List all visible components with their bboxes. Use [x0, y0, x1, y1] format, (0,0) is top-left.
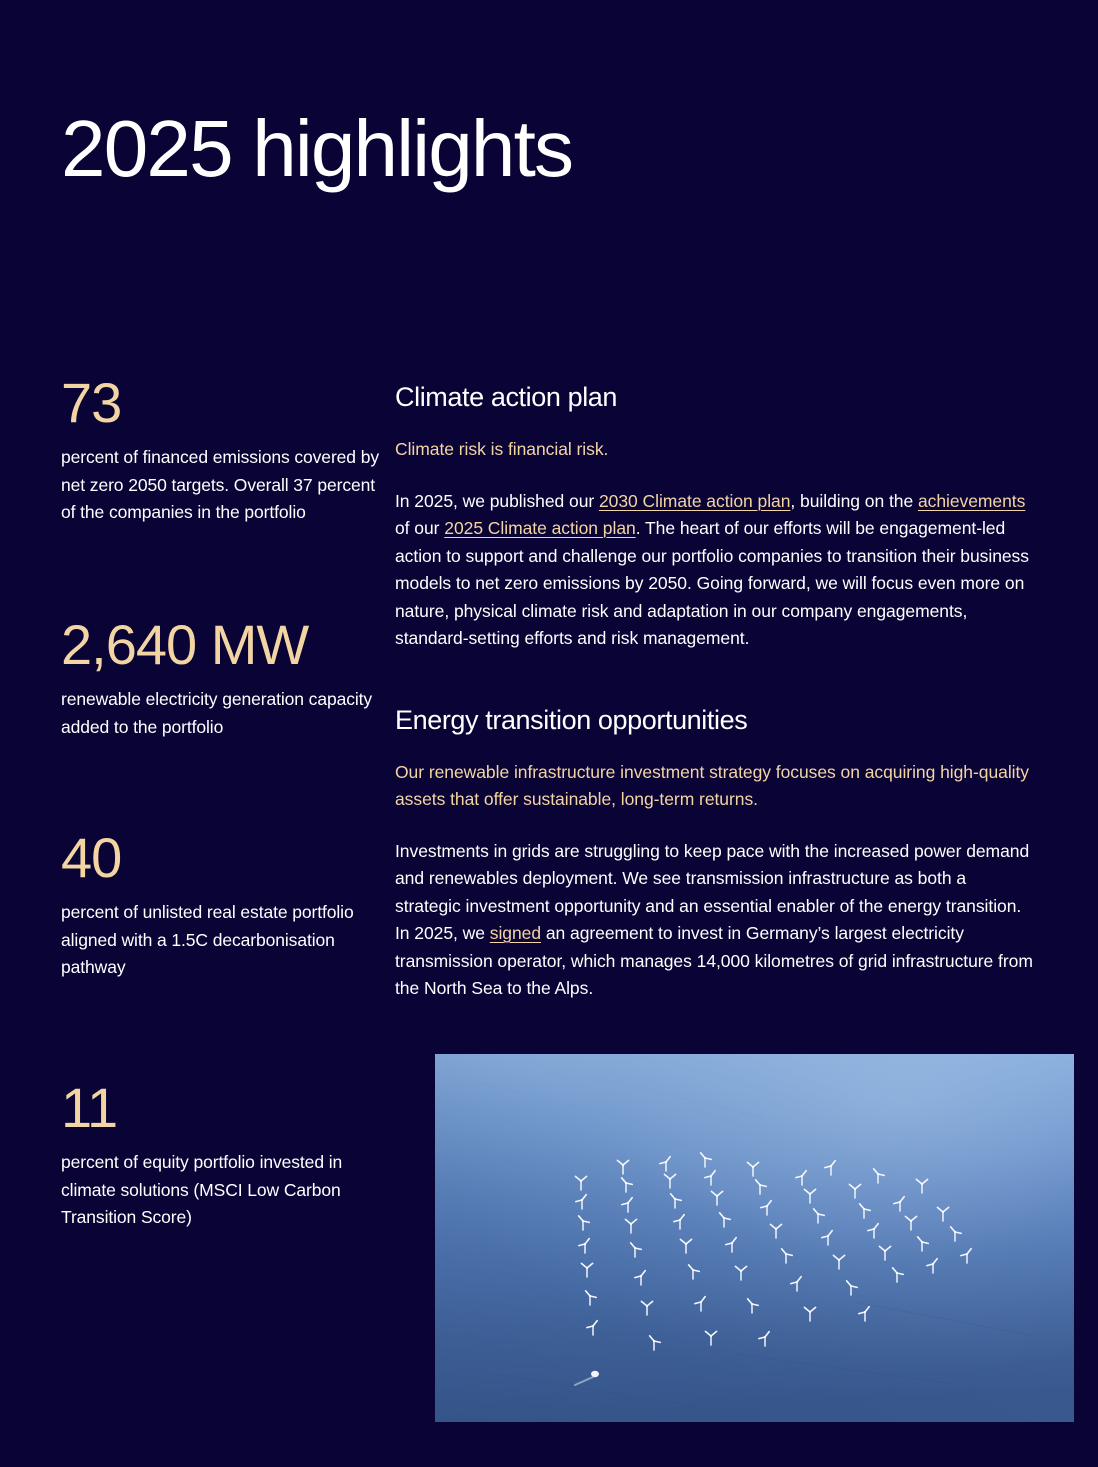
link-signed[interactable]: signed: [489, 923, 542, 943]
section-body-energy-transition-opportunities: [395, 838, 1033, 1003]
stat-card: [61, 827, 381, 982]
stat-number: 2,640 MW: [61, 613, 309, 676]
link-2030-climate-action-plan[interactable]: 2030 Climate action plan: [598, 490, 791, 511]
body-text-segment: . The heart of our efforts will be engagement-led action to support and challenge our portfolio companies to transition their business models to net zero emissions by 2050. Going forward, we will focus even more on nature, physical climate risk and adaptation in our company engagements, standard-setting efforts and risk management.: [395, 518, 1029, 648]
stat-number: 73: [61, 371, 122, 434]
link-2025-climate-action-plan[interactable]: 2025 Climate action plan: [444, 518, 636, 538]
offshore-wind-farm-photo: [435, 1054, 1074, 1422]
stat-description: percent of unlisted real estate portfolio aligned with a 1.5C decarbonisation pathway: [61, 902, 354, 977]
page-title: 2025 highlights: [61, 103, 573, 193]
body-text-segment: , building on the: [790, 490, 918, 511]
stat-description: percent of equity portfolio invested in climate solutions (MSCI Low Carbon Transition Score): [61, 1152, 343, 1227]
body-text-segment: an agreement to invest in Germany’s largest electricity transmission operator, which manages 14,000 kilometres of grid infrastructure from the North Sea to the Alps.: [395, 923, 1033, 998]
stat-card: [61, 1077, 391, 1232]
stat-card: [61, 372, 381, 527]
stat-card: [61, 614, 381, 741]
stat-description: percent of financed emissions covered by net zero 2050 targets. Overall 37 percent of the companies in the portfolio: [61, 447, 379, 522]
body-text-segment: In 2025, we published our: [395, 490, 599, 511]
body-text-segment: Investments in grids are struggling to keep pace with the increased power demand and renewables deployment. We see transmission infrastructure as both a strategic investment opportunity and an essential enabler of the energy transition. In 2025, we: [395, 840, 1030, 943]
section-heading-energy-transition-opportunities: Energy transition opportunities: [395, 704, 748, 735]
stat-description: renewable electricity generation capacity added to the portfolio: [61, 689, 373, 737]
stat-number: 11: [61, 1076, 118, 1139]
link-achievements[interactable]: achievements: [917, 490, 1026, 511]
article-column: [395, 380, 1033, 1003]
stat-number: 40: [61, 826, 122, 889]
section-heading-climate-action-plan: Climate action plan: [395, 382, 618, 412]
section-body-climate-action-plan: [395, 488, 1033, 653]
section-lead-energy-transition-opportunities: Our renewable infrastructure investment strategy focuses on acquiring high-quality assets that offer sustainable, long-term returns.: [395, 761, 1030, 809]
body-text-segment: of our: [395, 518, 445, 538]
section-lead-climate-action-plan: Climate risk is financial risk.: [395, 439, 609, 459]
wind-farm-illustration: [435, 1054, 1074, 1422]
